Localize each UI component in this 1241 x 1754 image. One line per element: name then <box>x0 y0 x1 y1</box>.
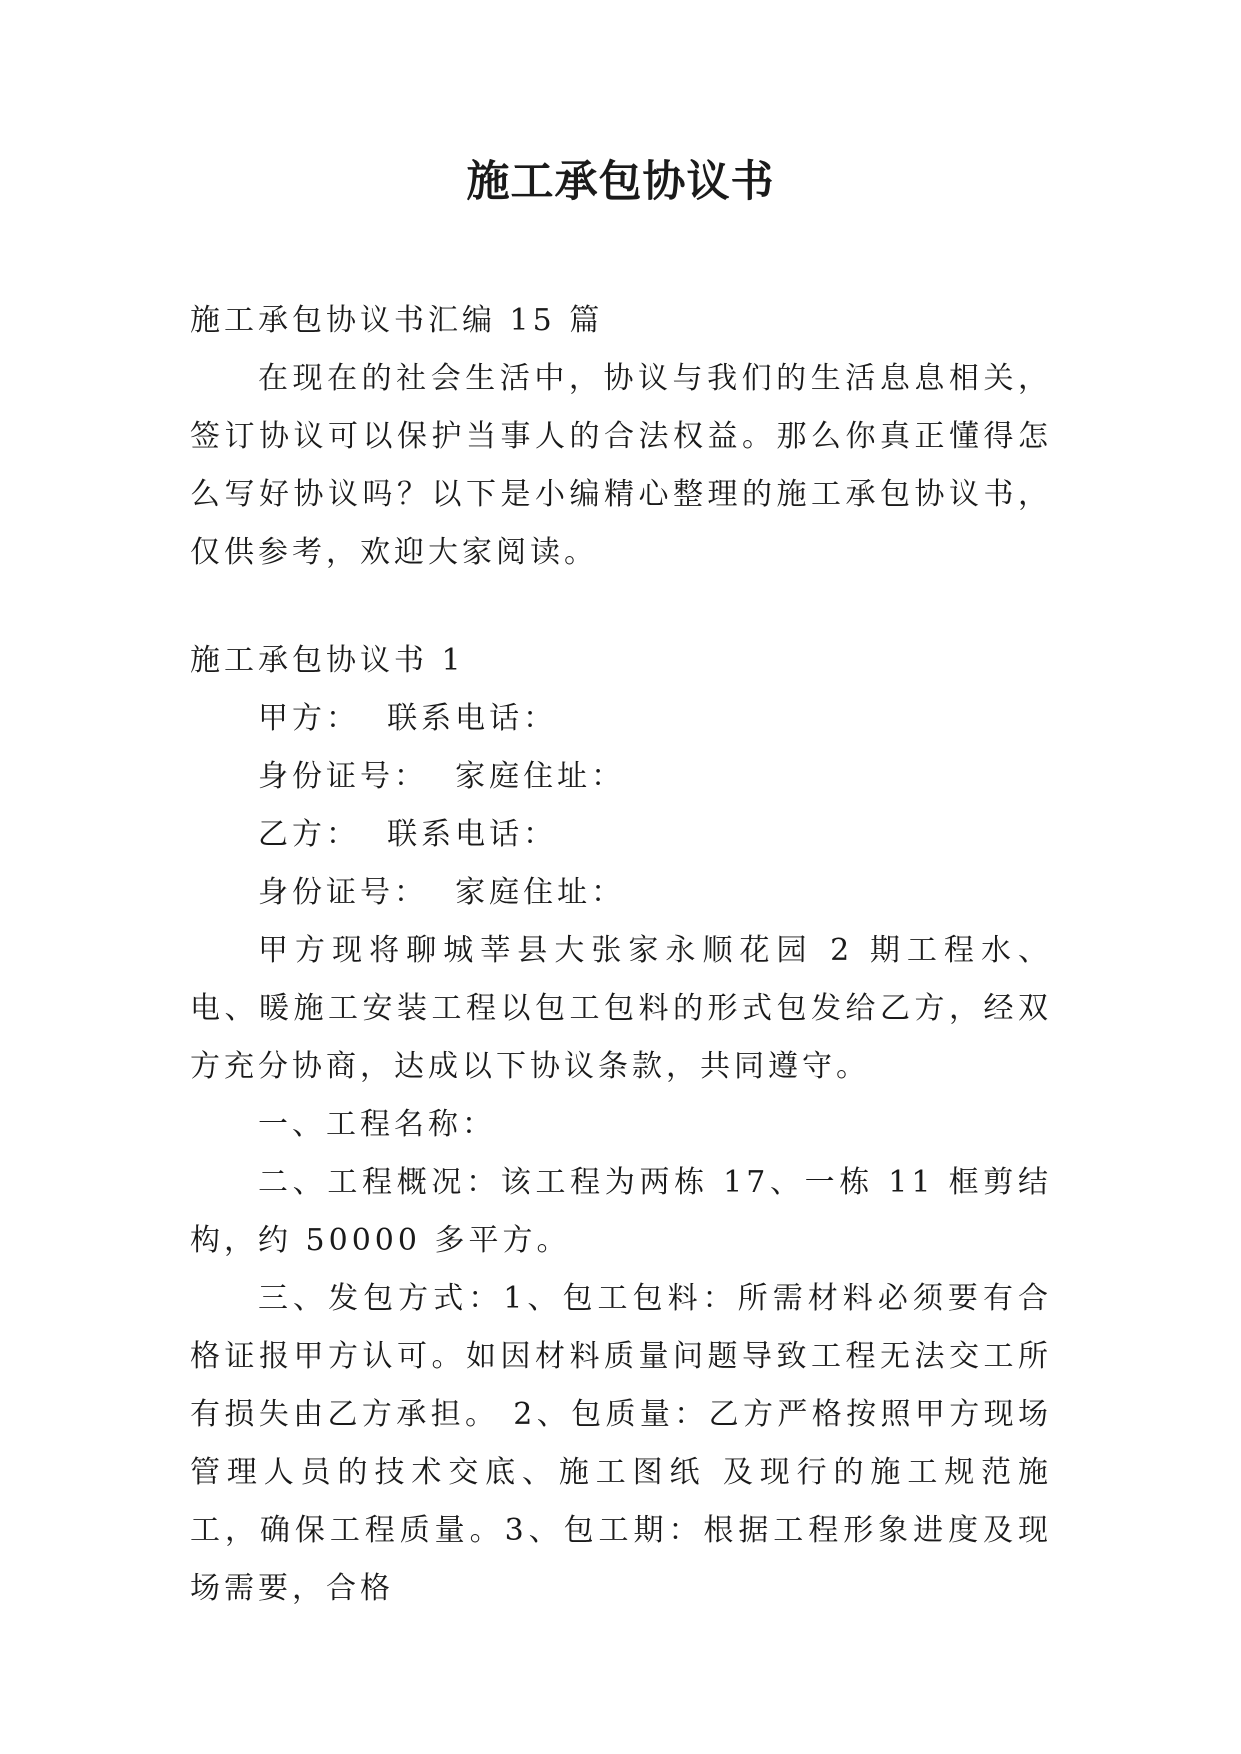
section-1-heading: 施工承包协议书 1 <box>190 643 465 678</box>
intro-section <box>190 292 1052 582</box>
clause-project-overview: 二、工程概况：该工程为两栋 17、一栋 11 框剪结构，约 50000 多平方。 <box>190 1165 1052 1258</box>
document-title: 施工承包协议书 <box>466 157 775 207</box>
preamble-paragraph: 甲方现将聊城莘县大张家永顺花园 2 期工程水、电、暖施工安装工程以包工包料的形式包发给乙方，经双方充分协商，达成以下协议条款，共同遵守。 <box>190 933 1052 1084</box>
intro-heading: 施工承包协议书汇编 15 篇 <box>190 303 604 338</box>
party-a-id: 身份证号： 家庭住址： <box>258 759 626 794</box>
clause-project-name: 一、工程名称： <box>258 1107 496 1142</box>
section-1 <box>190 632 1052 1618</box>
clause-contract-method: 三、发包方式：1、包工包料：所需材料必须要有合格证报甲方认可。如因材料质量问题导致工程无法交工所有损失由乙方承担。 2、包质量：乙方严格按照甲方现场管理人员的技术交底、施工图纸 及现行的施工规范施工，确保工程质量。3、包工期：根据工程形象进度及现场需要，合格 <box>190 1281 1052 1606</box>
intro-paragraph: 在现在的社会生活中，协议与我们的生活息息相关，签订协议可以保护当事人的合法权益。那么你真正懂得怎么写好协议吗？以下是小编精心整理的施工承包协议书，仅供参考，欢迎大家阅读。 <box>190 361 1052 570</box>
party-b-id: 身份证号： 家庭住址： <box>258 875 626 910</box>
party-b-contact: 乙方： 联系电话： <box>258 817 558 852</box>
party-a-contact: 甲方： 联系电话： <box>258 701 558 736</box>
